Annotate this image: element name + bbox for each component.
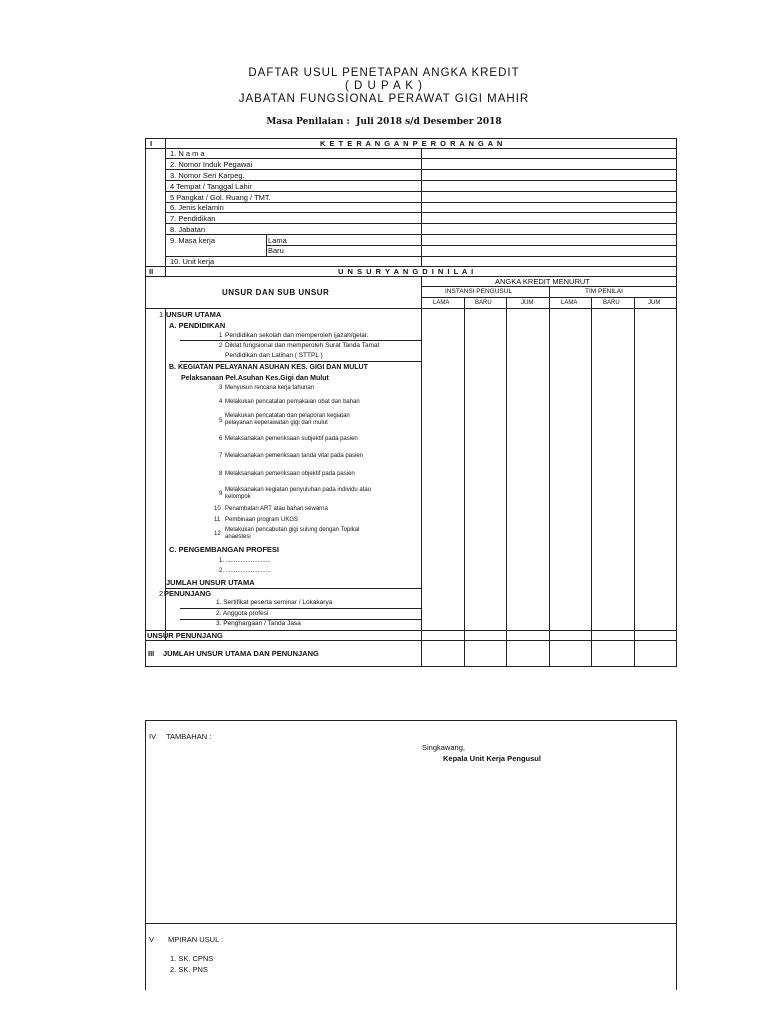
section2-number: II [149, 267, 154, 276]
b8-number: 8 [219, 471, 223, 477]
angka-kredit-header: ANGKA KREDIT MENURUT [495, 277, 590, 286]
c2-text: 2. ........................... [219, 568, 271, 574]
b5-number: 5 [219, 418, 223, 424]
lampiran-item-2: 2. SK. PNS [170, 965, 208, 974]
field-nama: 1. N a m a [170, 149, 205, 158]
a2-number: 2 [219, 343, 223, 349]
field-pangkat: 5 Pangkat / Gol. Ruang / TMT. [170, 193, 271, 202]
b8-text: Melaksanakan pemeriksaan objektif pada pasien [225, 471, 355, 477]
doc-title-line2: ( D U P A K ) [345, 80, 423, 92]
subcol-lama-1: LAMA [433, 300, 450, 306]
b11-number: 11 [214, 517, 221, 523]
b9-text-cont: kelompok [225, 494, 251, 500]
col-header-unsur: UNSUR DAN SUB UNSUR [222, 288, 330, 297]
lampiran-label: MPIRAN USUL : [168, 935, 224, 944]
field-pendidikan: 7. Pendidikan [170, 214, 216, 223]
c1-text: 1. ........................... [219, 558, 271, 564]
a2-text-cont: Pendidikan dan Latihan ( STTPL ) [225, 352, 323, 359]
b6-text: Melaksanakan pemeriksaan subjektif pada pasien [225, 436, 358, 442]
p2-text: 2. Anggota profesi [216, 610, 269, 617]
b12-text: Melakukan pencabutan gigi sulung dengan Topikal [225, 527, 360, 533]
section3-number: III [148, 649, 155, 658]
assessment-period [0, 117, 768, 127]
b5-text: Melakukan pencatatan dan pelaporan kegiatan [225, 413, 350, 419]
b10-number: 10 [214, 506, 221, 512]
pendidikan-label: A. PENDIDIKAN [169, 321, 226, 330]
b9-number: 9 [219, 491, 223, 497]
b9-text: Melaksanakan kegiatan penyuluhan pada individu atau [225, 487, 372, 493]
period-label: Masa Penilaian : [266, 117, 350, 127]
b6-number: 6 [219, 436, 223, 442]
jumlah-unsur-utama: JUMLAH UNSUR UTAMA [166, 578, 255, 587]
masa-kerja-lama: Lama [268, 236, 287, 245]
field-nip: 2. Nomor Induk Pegawai [170, 160, 253, 169]
doc-title-line1: DAFTAR USUL PENETAPAN ANGKA KREDIT [248, 67, 520, 79]
doc-title-line3: JABATAN FUNGSIONAL PERAWAT GIGI MAHIR [238, 93, 530, 105]
lampiran-item-1: 1. SK. CPNS [170, 954, 214, 963]
masa-kerja-baru: Baru [268, 246, 284, 255]
p3-text: 3. Penghargaan / Tanda Jasa [216, 620, 301, 627]
kegiatan-label: B. KEGIATAN PELAYANAN ASUHAN KES. GIGI DAN MULUT [169, 364, 368, 371]
field-unit-kerja: 10. Unit kerja [170, 257, 215, 266]
period-value: Juli 2018 s/d Desember 2018 [356, 117, 502, 127]
jumlah-total-label: JUMLAH UNSUR UTAMA DAN PENUNJANG [163, 649, 319, 658]
b7-text: Melaksanakan pemeriksaan tanda vital pada pasien [225, 453, 364, 459]
a2-text: Diklat fungsional dan memperoleh Surat Tanda Tamat [225, 342, 380, 349]
b10-text: Penambalan ART atau bahan sewarna [225, 506, 328, 512]
field-karpeg: 3. Nomor Seri Karpeg. [170, 171, 245, 180]
penunjang-number: 2 [159, 589, 164, 598]
b12-text-cont: anaestesi [225, 534, 251, 540]
b4-number: 4 [219, 399, 223, 405]
field-jenis-kelamin: 6. Jenis kelamin [170, 203, 224, 212]
section1-title: K E T E R A N G A N P E R O R A N G A N [320, 139, 504, 148]
signer-title: Kepala Unit Kerja Pengusul [443, 754, 541, 763]
instansi-pengusul-header: INSTANSI PENGUSUL [445, 288, 513, 295]
b3-text: Menyusun rencana kerja tahunan [225, 385, 315, 391]
b3-number: 3 [219, 385, 223, 391]
field-masa-kerja: 9. Masa kerja [170, 236, 216, 245]
unsur-utama-number: 1 [159, 310, 164, 319]
section1-number: I [150, 139, 153, 148]
subcol-jum-2: JUM [648, 300, 661, 306]
kegiatan-sub-label: Pelaksanaan Pel.Asuhan Kes.Gigi dan Mulut [181, 375, 329, 382]
b11-text: Pembinaan program UKGS [225, 517, 299, 523]
field-ttl: 4 Tempat / Tanggal Lahir [170, 182, 252, 191]
subcol-baru-2: BARU [603, 300, 620, 306]
b7-number: 7 [219, 453, 223, 459]
penunjang-label: PENUNJANG [164, 589, 212, 598]
section4-number: IV [149, 732, 157, 741]
tim-penilai-header: TIM PENILAI [585, 288, 623, 295]
field-jabatan: 8. Jabatan [170, 225, 206, 234]
p1-text: 1. Sertifikat peserta seminar / Lokakarya [216, 599, 333, 606]
subcol-lama-2: LAMA [561, 300, 578, 306]
a1-number: 1 [219, 333, 223, 339]
unsur-utama-label: UNSUR UTAMA [166, 310, 222, 319]
tambahan-label: TAMBAHAN : [166, 732, 212, 741]
subcol-jum-1: JUM [521, 300, 534, 306]
b4-text: Melakukan pencatatan pemakaian obat dan bahan [225, 399, 360, 405]
signature-place: Singkawang, [422, 743, 465, 752]
b5-text-cont: pelayanan keperawatan gigi dan mulut [225, 420, 328, 426]
unsur-penunjang-label: UNSUR PENUNJANG [147, 631, 223, 640]
subcol-baru-1: BARU [475, 300, 492, 306]
pengembangan-profesi-label: C. PENGEMBANGAN PROFESI [169, 545, 280, 554]
b12-number: 12 [214, 531, 221, 537]
section5-number: V [149, 935, 155, 944]
a1-text: Pendidikan sekolah dan memperoleh ijazah/gelar. [225, 332, 369, 339]
section2-title: U N S U R Y A N G D I N I L A I [338, 267, 475, 276]
